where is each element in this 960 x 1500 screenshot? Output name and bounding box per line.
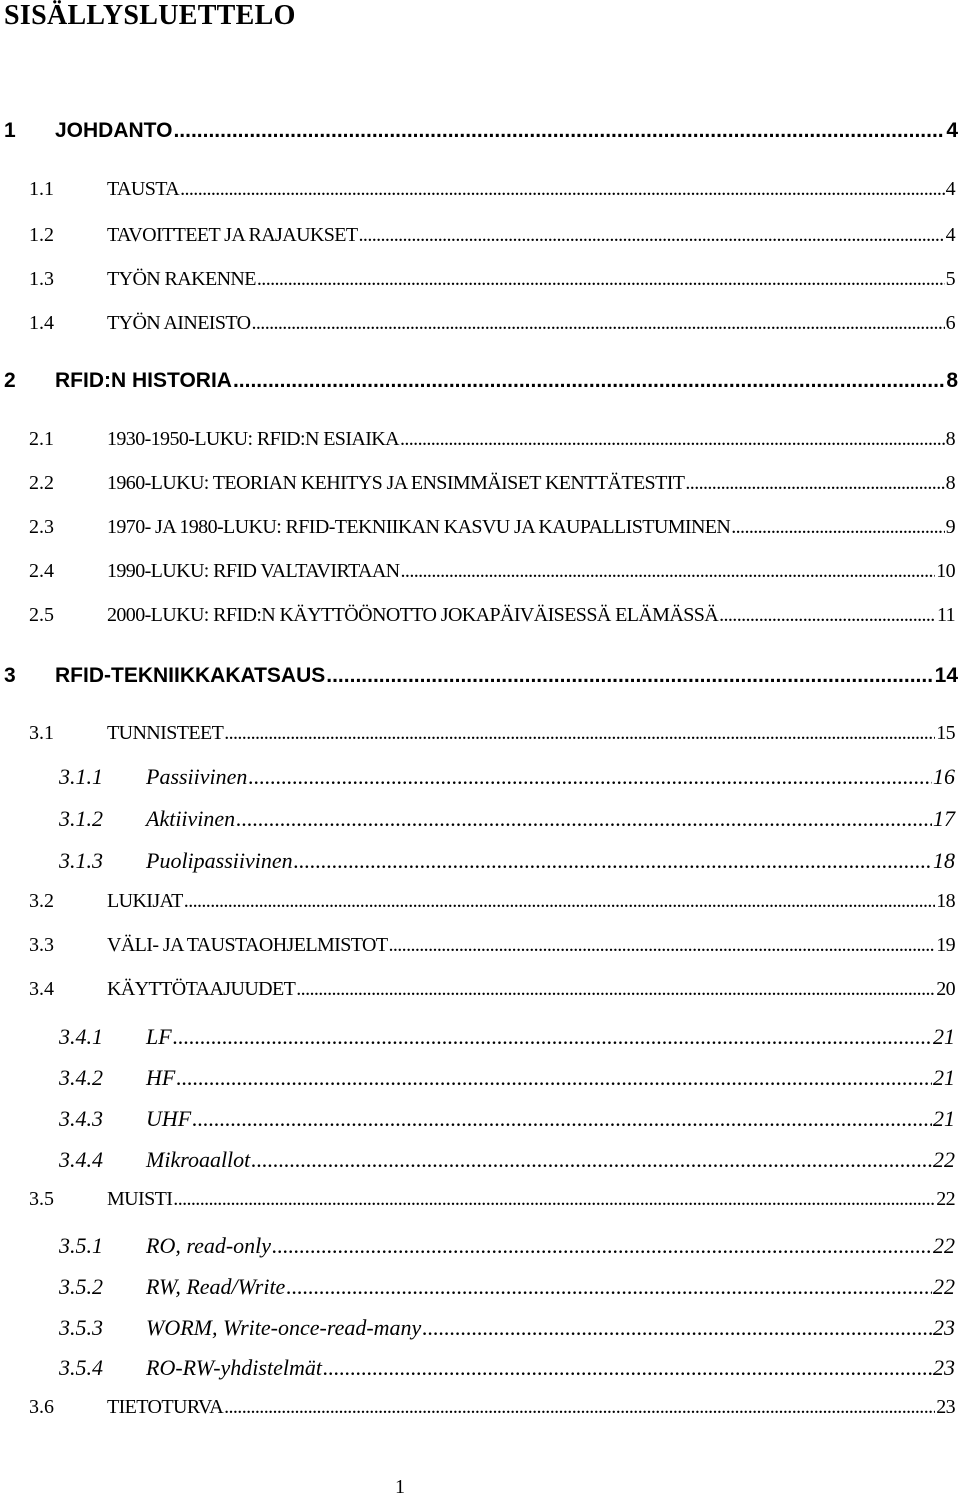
toc-page-number: 9: [945, 516, 955, 538]
toc-page-number: 23: [933, 1315, 955, 1340]
toc-title: UHF: [146, 1106, 192, 1131]
toc-title: 1970- JA 1980-LUKU: RFID-TEKNIIKAN KASVU JA KAUPALLISTUMINEN: [107, 516, 731, 538]
toc-title: LF: [146, 1024, 172, 1049]
toc-entry-3-4[interactable]: [29, 978, 955, 1001]
toc-page-number: 6: [945, 312, 955, 334]
toc-page-number: 10: [936, 560, 955, 582]
toc-page-number: 8: [945, 472, 955, 494]
toc-entry-2-4[interactable]: [29, 560, 955, 583]
toc-page-number: 4: [945, 178, 955, 200]
toc-page-number: 5: [945, 268, 955, 290]
toc-number: 2.5: [29, 604, 54, 626]
toc-leader-dots: [192, 1106, 932, 1132]
toc-entry-1-2[interactable]: [29, 224, 955, 247]
toc-entry-3-4-3[interactable]: [59, 1106, 955, 1132]
toc-title: TAUSTA: [107, 178, 180, 200]
toc-title: RW, Read/Write: [146, 1274, 286, 1299]
toc-page-number: 4: [945, 224, 955, 246]
toc-leader-dots: [719, 604, 936, 627]
toc-leader-dots: [224, 1396, 935, 1419]
toc-page-number: 8: [945, 428, 955, 450]
toc-leader-dots: [323, 1355, 932, 1381]
toc-page-number: 14: [934, 664, 958, 687]
toc-entry-3-4-1[interactable]: [59, 1024, 955, 1050]
toc-entry-3-1-3[interactable]: [59, 848, 955, 874]
toc-entry-3-6[interactable]: [29, 1396, 955, 1419]
toc-number: 1.2: [29, 224, 54, 246]
toc-title: RO, read-only: [146, 1233, 272, 1258]
toc-page-number: 21: [933, 1106, 955, 1131]
toc-title: TAVOITTEET JA RAJAUKSET: [107, 224, 358, 246]
toc-number: 3.5.4: [59, 1355, 103, 1380]
toc-leader-dots: [401, 560, 936, 583]
toc-number: 3.1.1: [59, 764, 103, 789]
toc-number: 3.3: [29, 934, 54, 956]
toc-page-number: 21: [933, 1065, 955, 1090]
toc-leader-dots: [359, 224, 945, 247]
toc-title: TIETOTURVA: [107, 1396, 224, 1418]
toc-leader-dots: [176, 1065, 932, 1091]
page-number: 1: [395, 1476, 405, 1498]
toc-entry-3-1-2[interactable]: [59, 806, 955, 832]
toc-leader-dots: [248, 764, 932, 790]
toc-leader-dots: [731, 516, 944, 539]
toc-title: RO-RW-yhdistelmät: [146, 1355, 322, 1380]
toc-title: WORM, Write-once-read-many: [146, 1315, 422, 1340]
toc-number: 2.2: [29, 472, 54, 494]
toc-entry-3-4-2[interactable]: [59, 1065, 955, 1091]
toc-title: 1960-LUKU: TEORIAN KEHITYS JA ENSIMMÄISET KENTTÄTESTIT: [107, 472, 685, 494]
toc-leader-dots: [236, 806, 932, 832]
toc-entry-3-1[interactable]: [29, 722, 955, 745]
toc-number: 3.5.3: [59, 1315, 103, 1340]
toc-leader-dots: [251, 1147, 932, 1173]
toc-leader-dots: [173, 119, 945, 143]
toc-entry-3-1-1[interactable]: [59, 764, 955, 790]
toc-title: Passiivinen: [146, 764, 248, 789]
toc-title: Mikroaallot: [146, 1147, 251, 1172]
toc-entry-3-4-4[interactable]: [59, 1147, 955, 1173]
toc-number: 3.1: [29, 722, 54, 744]
toc-number: 3.4.3: [59, 1106, 103, 1131]
toc-leader-dots: [294, 848, 932, 874]
toc-entry-1[interactable]: [4, 119, 958, 143]
toc-entry-2-3[interactable]: [29, 516, 955, 539]
toc-entry-3-5-2[interactable]: [59, 1274, 955, 1300]
toc-title: RFID-TEKNIIKKAKATSAUS: [55, 664, 326, 687]
toc-title: KÄYTTÖTAAJUUDET: [107, 978, 296, 1000]
toc-page-number: 17: [933, 806, 955, 831]
toc-title: Puolipassiivinen: [146, 848, 293, 873]
toc-entry-2[interactable]: [4, 369, 958, 393]
toc-number: 3.1.3: [59, 848, 103, 873]
toc-title: 1930-1950-LUKU: RFID:N ESIAIKA: [107, 428, 399, 450]
toc-number: 3.5.2: [59, 1274, 103, 1299]
page-title: SISÄLLYSLUETTELO: [4, 0, 296, 31]
toc-number: 2.4: [29, 560, 54, 582]
toc-entry-3[interactable]: [4, 664, 958, 688]
toc-title: 1990-LUKU: RFID VALTAVIRTAAN: [107, 560, 400, 582]
toc-title: TYÖN AINEISTO: [107, 312, 251, 334]
toc-number: 3.4.1: [59, 1024, 103, 1049]
toc-page-number: 21: [933, 1024, 955, 1049]
toc-entry-3-3[interactable]: [29, 934, 955, 957]
toc-page-number: 22: [933, 1233, 955, 1258]
toc-page-number: 22: [936, 1188, 955, 1210]
toc-leader-dots: [400, 428, 945, 451]
toc-leader-dots: [173, 1024, 932, 1050]
toc-title: Aktiivinen: [146, 806, 236, 831]
toc-entry-3-5-3[interactable]: [59, 1315, 955, 1341]
toc-number: 2: [4, 369, 16, 392]
toc-leader-dots: [233, 369, 945, 393]
toc-leader-dots: [422, 1315, 932, 1341]
toc-number: 3: [4, 664, 16, 687]
toc-entry-1-4[interactable]: [29, 312, 955, 335]
toc-number: 3.6: [29, 1396, 54, 1418]
toc-number: 3.4.4: [59, 1147, 103, 1172]
toc-number: 3.5: [29, 1188, 54, 1210]
toc-entry-2-2[interactable]: [29, 472, 955, 495]
toc-entry-2-5[interactable]: [29, 604, 955, 627]
toc-entry-1-1[interactable]: [29, 178, 955, 201]
toc-title: RFID:N HISTORIA: [55, 369, 232, 392]
toc-page-number: 23: [933, 1355, 955, 1380]
toc-entry-2-1[interactable]: [29, 428, 955, 451]
toc-number: 2.1: [29, 428, 54, 450]
toc-page-number: 19: [936, 934, 955, 956]
toc-page-number: 18: [933, 848, 955, 873]
toc-leader-dots: [388, 934, 935, 957]
toc-leader-dots: [286, 1274, 932, 1300]
toc-page-number: 22: [933, 1274, 955, 1299]
toc-title: HF: [146, 1065, 176, 1090]
toc-leader-dots: [326, 664, 933, 688]
toc-title: JOHDANTO: [55, 119, 173, 142]
toc-leader-dots: [685, 472, 944, 495]
toc-leader-dots: [224, 722, 935, 745]
toc-page-number: 18: [936, 890, 955, 912]
toc-number: 3.5.1: [59, 1233, 103, 1258]
toc-number: 1.4: [29, 312, 54, 334]
toc-leader-dots: [173, 1188, 935, 1211]
toc-title: MUISTI: [107, 1188, 173, 1210]
toc-entry-3-5-1[interactable]: [59, 1233, 955, 1259]
toc-page-number: 15: [936, 722, 955, 744]
toc-page-number: 11: [936, 604, 955, 626]
toc-entry-3-5[interactable]: [29, 1188, 955, 1211]
toc-entry-3-5-4[interactable]: [59, 1355, 955, 1381]
toc-page-number: 4: [946, 119, 958, 142]
toc-entry-1-3[interactable]: [29, 268, 955, 291]
toc-page-number: 23: [936, 1396, 955, 1418]
toc-page-number: 8: [946, 369, 958, 392]
toc-number: 3.4.2: [59, 1065, 103, 1090]
toc-entry-3-2[interactable]: [29, 890, 955, 913]
toc-number: 2.3: [29, 516, 54, 538]
toc-number: 1.1: [29, 178, 54, 200]
toc-title: TYÖN RAKENNE: [107, 268, 256, 290]
toc-leader-dots: [272, 1233, 932, 1259]
toc-number: 3.2: [29, 890, 54, 912]
toc-number: 1.3: [29, 268, 54, 290]
toc-number: 3.1.2: [59, 806, 103, 831]
toc-title: TUNNISTEET: [107, 722, 224, 744]
toc-number: 3.4: [29, 978, 54, 1000]
toc-page-number: 22: [933, 1147, 955, 1172]
toc-leader-dots: [296, 978, 935, 1001]
toc-title: LUKIJAT: [107, 890, 183, 912]
toc-leader-dots: [252, 312, 945, 335]
toc-number: 1: [4, 119, 16, 142]
toc-title: VÄLI- JA TAUSTAOHJELMISTOT: [107, 934, 388, 956]
toc-title: 2000-LUKU: RFID:N KÄYTTÖÖNOTTO JOKAPÄIVÄISESSÄ ELÄMÄSSÄ: [107, 604, 719, 626]
toc-leader-dots: [180, 178, 945, 201]
toc-page-number: 16: [933, 764, 955, 789]
toc-leader-dots: [257, 268, 945, 291]
toc-page-number: 20: [936, 978, 955, 1000]
toc-leader-dots: [184, 890, 935, 913]
